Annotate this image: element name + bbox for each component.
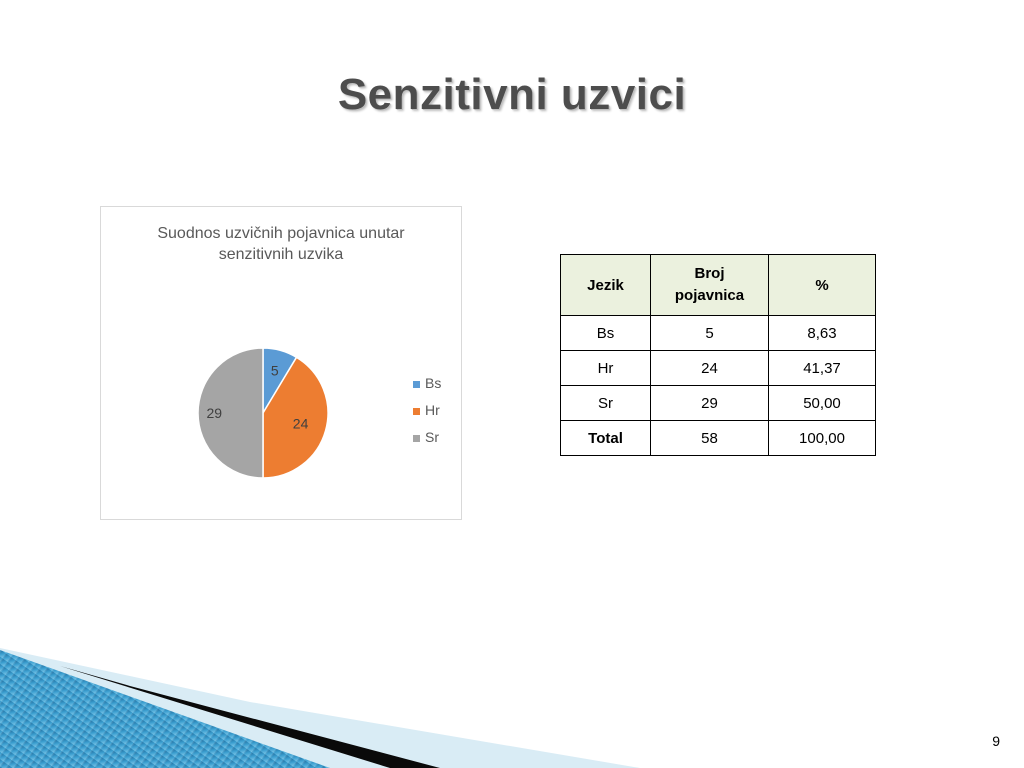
table-row — [561, 351, 876, 386]
slide-decoration — [0, 620, 1024, 768]
cell-broj: 5 — [651, 316, 769, 351]
pie-data-label-bs: 5 — [270, 362, 279, 379]
cell-broj: 24 — [651, 351, 769, 386]
table-row-total — [561, 421, 876, 456]
cell-percent: 41,37 — [769, 351, 876, 386]
cell-jezik: Total — [561, 421, 651, 456]
header-percent: % — [769, 255, 876, 316]
cell-percent: 8,63 — [769, 316, 876, 351]
table-row — [561, 316, 876, 351]
table-header-row — [561, 255, 876, 316]
legend-item-sr — [413, 429, 439, 445]
legend-swatch-bs — [413, 381, 420, 388]
cell-jezik: Hr — [561, 351, 651, 386]
chart-container — [100, 206, 462, 520]
cell-broj: 29 — [651, 386, 769, 421]
page-number: 9 — [992, 733, 1000, 749]
legend-swatch-hr — [413, 408, 420, 415]
cell-percent: 100,00 — [769, 421, 876, 456]
legend-item-bs — [413, 375, 441, 391]
header-broj-pojavnica-label: Broj pojavnica — [674, 265, 745, 304]
pie-data-label-sr: 29 — [206, 405, 223, 421]
chart-title-line-1: Suodnos uzvičnih pojavnica unutar — [157, 225, 405, 242]
legend-item-hr — [413, 402, 440, 418]
slide-title: Senzitivni uzvici — [337, 70, 687, 119]
pie-data-label-hr: 24 — [292, 415, 309, 432]
pie-chart — [101, 207, 461, 519]
cell-jezik: Bs — [561, 316, 651, 351]
legend-label-sr: Sr — [425, 429, 439, 445]
legend-label-bs: Bs — [425, 375, 442, 391]
legend-label-hr: Hr — [425, 402, 440, 418]
cell-percent: 50,00 — [769, 386, 876, 421]
chart-title-line-2: senzitivnih uzvika — [218, 246, 344, 263]
legend-swatch-sr — [413, 435, 420, 442]
header-broj-pojavnica — [651, 255, 769, 316]
data-table — [560, 254, 876, 456]
cell-jezik: Sr — [561, 386, 651, 421]
cell-broj: 58 — [651, 421, 769, 456]
header-jezik: Jezik — [561, 255, 651, 316]
table-row — [561, 386, 876, 421]
